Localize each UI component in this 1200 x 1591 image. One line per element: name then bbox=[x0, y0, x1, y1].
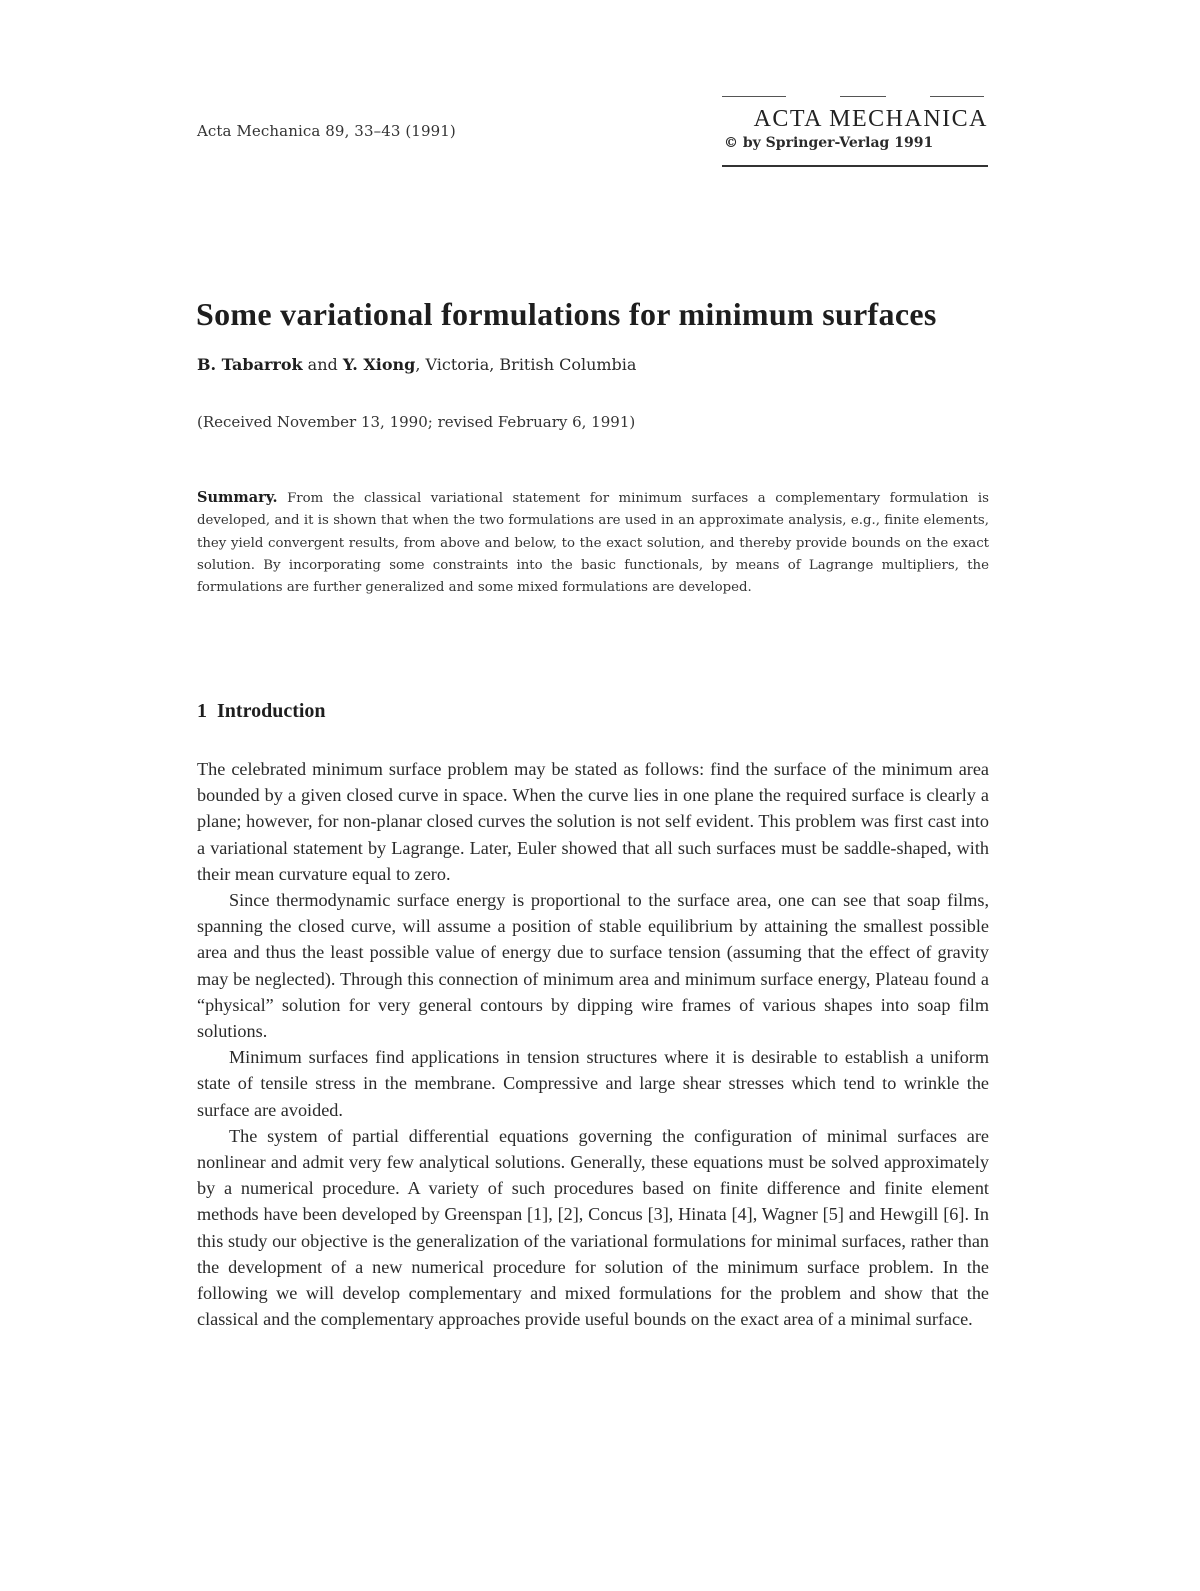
body-paragraph: Minimum surfaces find applications in tension structures where it is desirable to establish a uniform state of tensile stress in the membrane. Compressive and large shear stresses which tend to wrinkle the surface are avoided. bbox=[197, 1047, 989, 1120]
journal-masthead bbox=[722, 96, 988, 168]
section-body bbox=[197, 756, 989, 1332]
masthead-top-rule bbox=[840, 96, 886, 97]
body-paragraph: Since thermodynamic surface energy is proportional to the surface area, one can see that soap films, spanning the closed curve, will assume a position of stable equilibrium by attaining the smallest possible area and thus the least possible value of energy due to surface tension (assuming that the effect of gravity may be neglected). Through this connection of minimum area and minimum surface energy, Plateau found a “physical” solution for very general contours by dipping wire frames of various shapes into soap film solutions. bbox=[197, 890, 989, 1042]
received-dates: (Received November 13, 1990; revised February 6, 1991) bbox=[197, 413, 636, 431]
journal-citation: Acta Mechanica 89, 33–43 (1991) bbox=[197, 122, 456, 140]
author-affiliation: , Victoria, British Columbia bbox=[415, 355, 637, 374]
abstract-text: From the classical variational statement for minimum surfaces a complementary formulation is developed, and it is shown that when the two formulations are used in an approximate analysis, e.g., finite elements, they yield convergent results, from above and below, to the exact solution, and thereby provide bounds on the exact solution. By incorporating some constraints into the basic functionals, by means of Lagrange multipliers, the formulations are further generalized and some mixed formulations are developed. bbox=[197, 491, 989, 596]
masthead-top-rule bbox=[722, 96, 786, 97]
body-paragraph: The system of partial differential equations governing the configuration of minimal surfaces are nonlinear and admit very few analytical solutions. Generally, these equations must be solved approximately by a numerical procedure. A variety of such procedures based on finite difference and finite element methods have been developed by Greenspan [1], [2], Concus [3], Hinata [4], Wagner [5] and Hewgill [6]. In this study our objective is the generalization of the variational formulations for minimal surfaces, rather than the development of a new numerical procedure for solution of the minimum surface problem. In the following we will develop complementary and mixed formulations for the problem and show that the classical and the complementary approaches provide useful bounds on the exact area of a minimal surface. bbox=[197, 1125, 989, 1330]
author-name: Y. Xiong bbox=[342, 355, 416, 374]
journal-name: ACTA MECHANICA bbox=[753, 106, 988, 132]
abstract-label: Summary. bbox=[197, 489, 278, 506]
author-name: B. Tabarrok bbox=[197, 355, 303, 374]
masthead-top-rule bbox=[930, 96, 984, 97]
author-line bbox=[197, 355, 636, 374]
section-heading bbox=[197, 700, 326, 723]
paper-title: Some variational formulations for minimum surfaces bbox=[196, 296, 937, 332]
section-title: Introduction bbox=[217, 700, 326, 722]
abstract bbox=[197, 487, 989, 599]
author-conjunction: and bbox=[307, 355, 338, 374]
masthead-bottom-rule bbox=[722, 165, 988, 167]
body-paragraph: The celebrated minimum surface problem may be stated as follows: find the surface of the minimum area bounded by a given closed curve in space. When the curve lies in one plane the required surface is clearly a plane; however, for non-planar closed curves the solution is not self evident. This problem was first cast into a variational statement by Lagrange. Later, Euler showed that all such surfaces must be saddle-shaped, with their mean curvature equal to zero. bbox=[197, 759, 989, 884]
copyright-notice: © by Springer-Verlag 1991 bbox=[724, 135, 934, 151]
section-number: 1 bbox=[197, 700, 207, 722]
